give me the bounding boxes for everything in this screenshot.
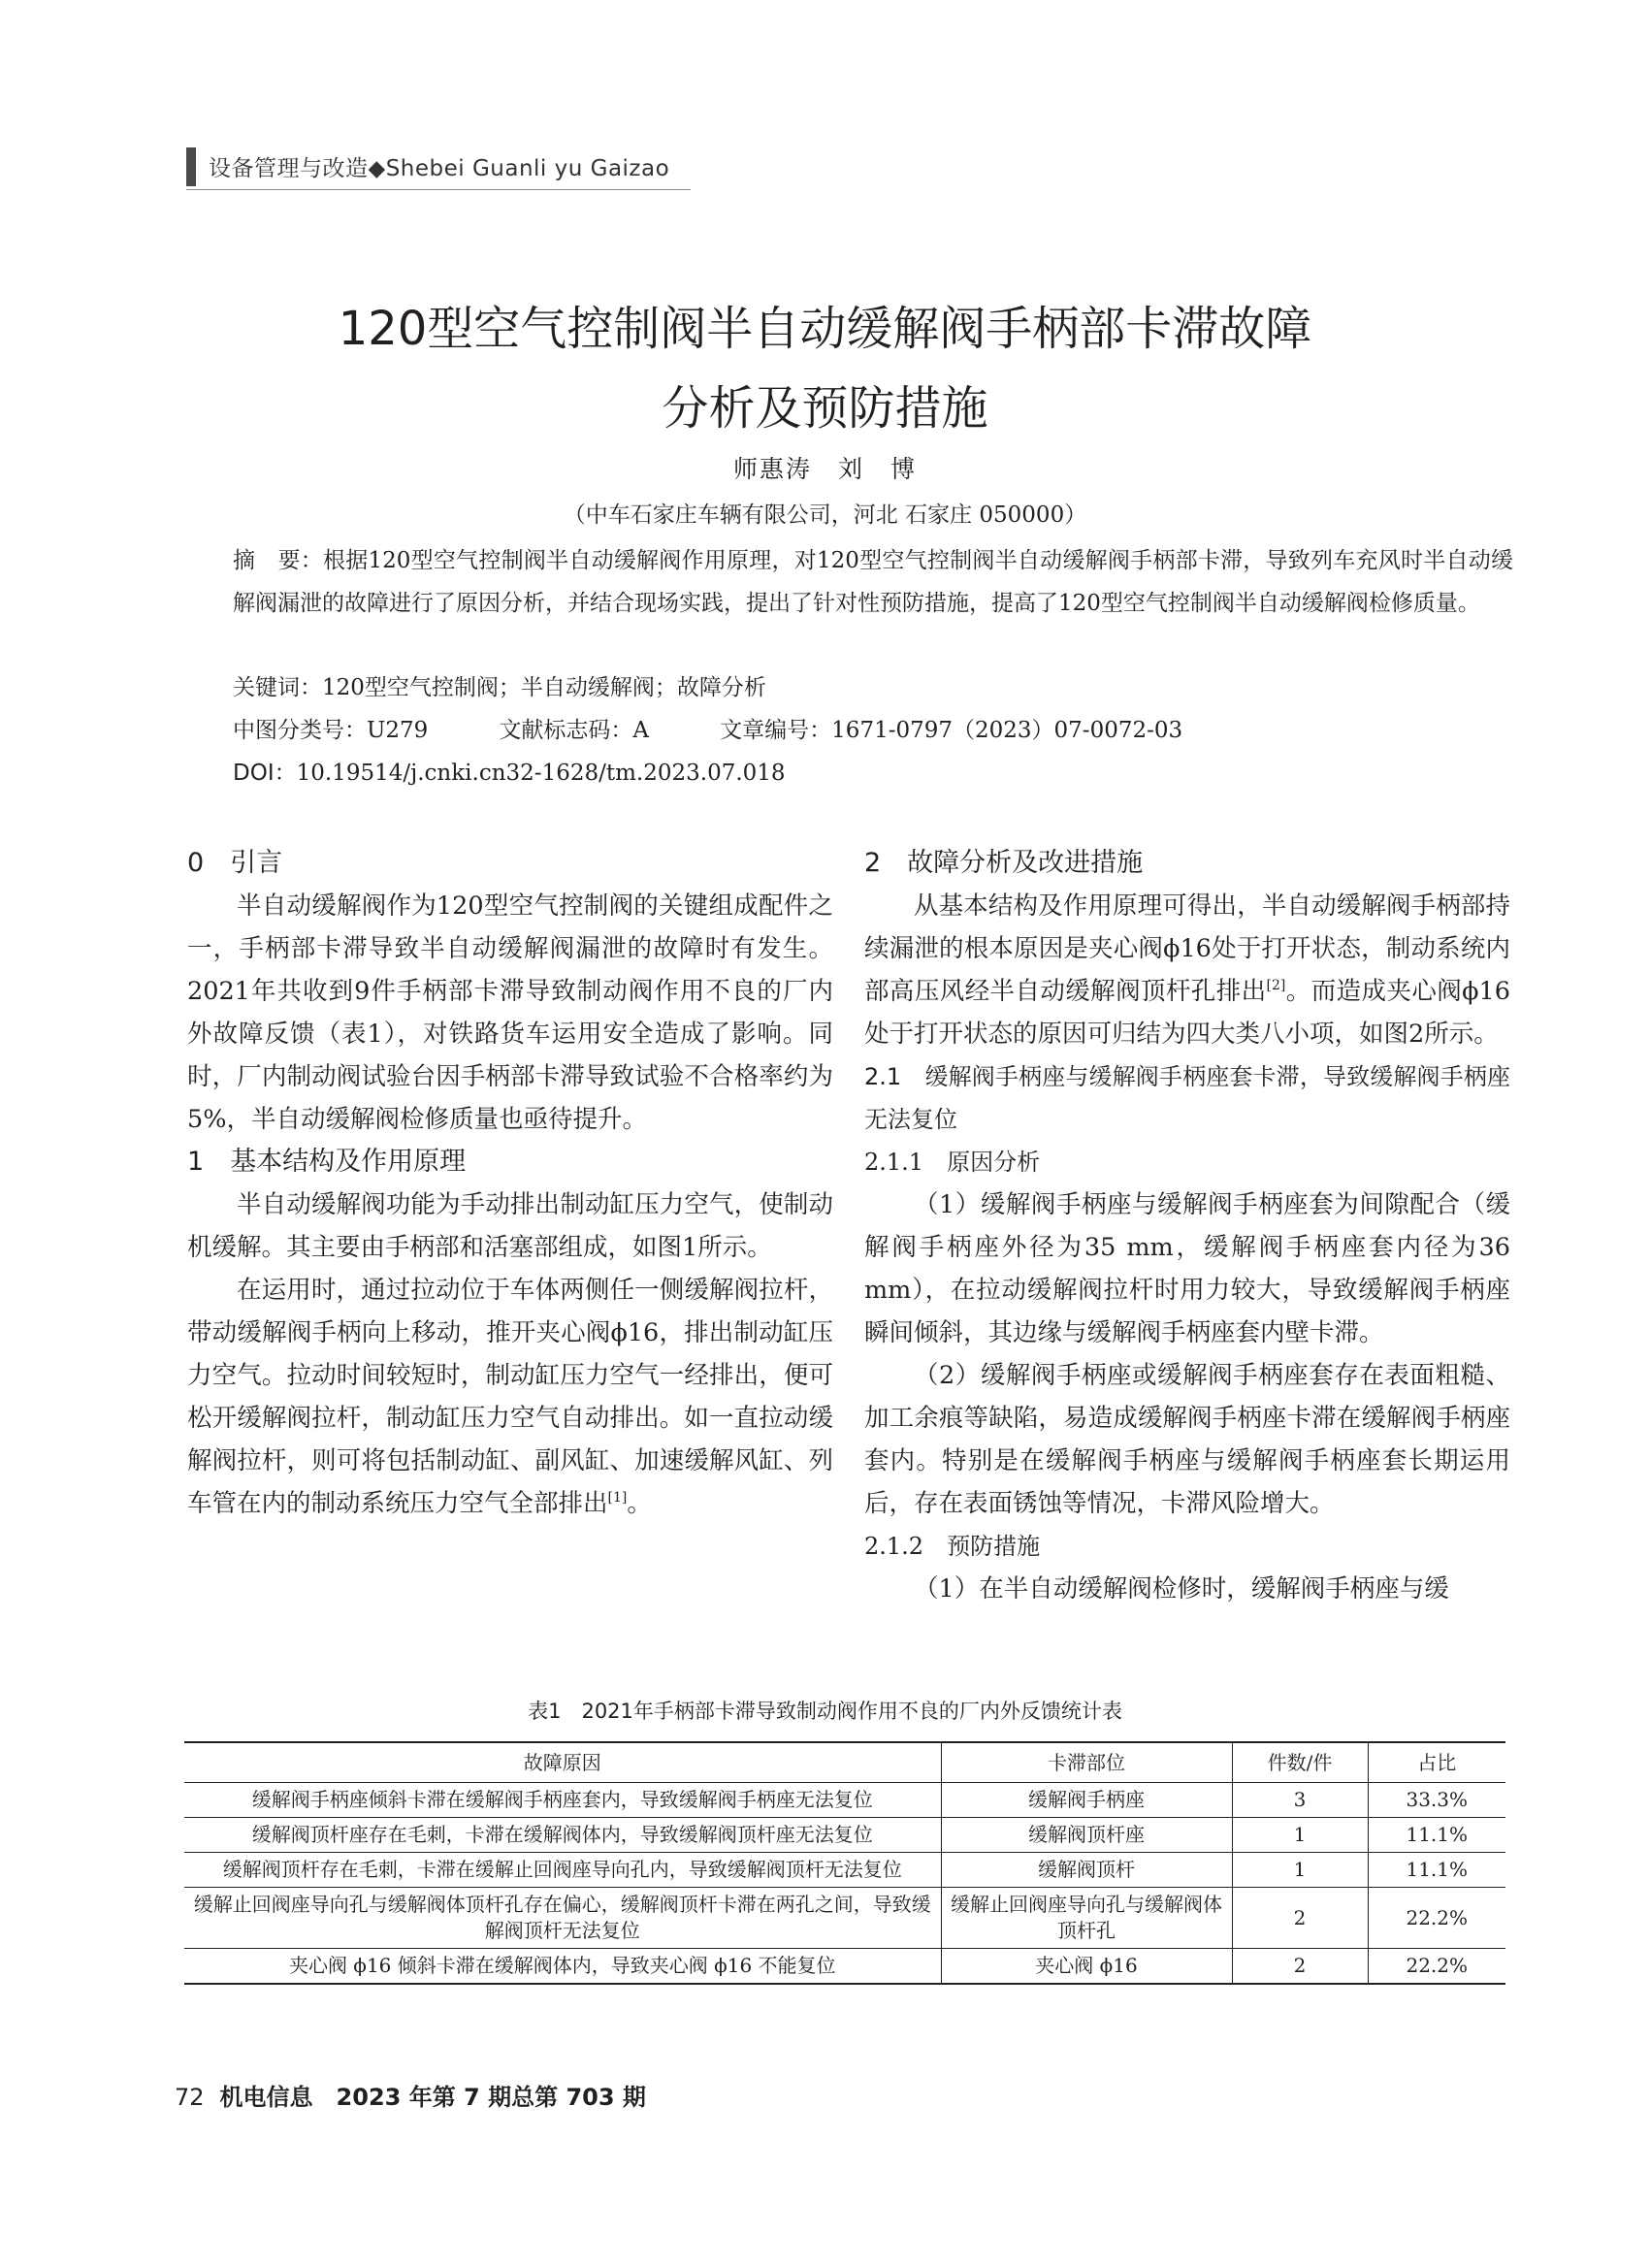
header-bar	[186, 147, 196, 186]
section-2-1-1-heading: 2.1.1 原因分析	[864, 1149, 1041, 1176]
page-footer	[175, 2078, 646, 2112]
article-number-value: 1671-0797（2023）07-0072-03	[831, 718, 1183, 743]
table-row	[184, 1783, 1505, 1818]
cell-count: 1	[1232, 1818, 1368, 1853]
cell-ratio: 11.1%	[1368, 1853, 1505, 1888]
section-1-paragraph-2-end: 。	[627, 1489, 652, 1518]
authors: 师惠涛 刘 博	[732, 455, 917, 483]
left-column	[187, 842, 833, 1525]
table-caption: 表1 2021年手柄部卡滞导致制动阀作用不良的厂内外反馈统计表	[528, 1700, 1122, 1723]
keywords	[233, 666, 1513, 709]
section-2-1-heading: 2.1 缓解阀手柄座与缓解阀手柄座套卡滞，导致缓解阀手柄座无法复位	[864, 1063, 1510, 1133]
right-column	[864, 842, 1510, 1610]
table-row	[184, 1949, 1505, 1985]
paper-title-line-1: 120型空气控制阀半自动缓解阀手柄部卡滞故障	[338, 302, 1312, 356]
cell-count: 1	[1232, 1853, 1368, 1888]
page-number: 72	[175, 2084, 205, 2111]
cell-cause: 缓解止回阀座导向孔与缓解阀体顶杆孔存在偏心，缓解阀顶杆卡滞在两孔之间，导致缓解阀顶杆无法复位	[184, 1888, 941, 1949]
section-2-heading: 2 故障分析及改进措施	[864, 848, 1144, 878]
abstract	[233, 539, 1513, 625]
section-1-heading: 1 基本结构及作用原理	[187, 1147, 467, 1177]
section-2-1-2-heading: 2.1.2 预防措施	[864, 1533, 1041, 1560]
section-2-1-1-paragraph-2: （2）缓解阀手柄座或缓解阀手柄座套存在表面粗糙、加工余痕等缺陷，易造成缓解阀手柄座卡滞在缓解阀手柄座套内。特别是在缓解阀手柄座与缓解阀手柄座套长期运用后，存在表面锈蚀等情况，卡滞风险增大。	[864, 1361, 1510, 1518]
table-row	[184, 1853, 1505, 1888]
section-0-paragraph: 半自动缓解阀作为120型空气控制阀的关键组成配件之一，手柄部卡滞导致半自动缓解阀漏泄的故障时有发生。2021年共收到9件手柄部卡滞导致制动阀作用不良的厂内外故障反馈（表1），对铁路货车运用安全造成了影响。同时，厂内制动阀试验台因手柄部卡滞导致试验不合格率约为5%，半自动缓解阀检修质量也亟待提升。	[187, 891, 833, 1134]
cell-cause: 缓解阀顶杆存在毛刺，卡滞在缓解止回阀座导向孔内，导致缓解阀顶杆无法复位	[184, 1853, 941, 1888]
section-0-heading: 0 引言	[187, 848, 283, 878]
cell-location: 缓解止回阀座导向孔与缓解阀体顶杆孔	[941, 1888, 1232, 1949]
cell-ratio: 22.2%	[1368, 1888, 1505, 1949]
classification-line	[233, 709, 1513, 752]
doi-label: DOI：	[233, 761, 297, 786]
section-2-paragraph-text: 从基本结构及作用原理可得出，半自动缓解阀手柄部持续漏泄的根本原因是夹心阀ϕ16处于打开状态，制动系统内部高压风经半自动缓解阀顶杆孔排出	[864, 891, 1510, 1006]
abstract-text: 根据120型空气控制阀半自动缓解阀作用原理，对120型空气控制阀半自动缓解阀手柄部卡滞，导致列车充风时半自动缓解阀漏泄的故障进行了原因分析，并结合现场实践，提出了针对性预防措施，提高了120型空气控制阀半自动缓解阀检修质量。	[233, 548, 1513, 616]
header-ratio: 占比	[1368, 1742, 1505, 1783]
paper-title-line-2: 分析及预防措施	[662, 381, 988, 436]
table-header-row	[184, 1742, 1505, 1783]
cell-count: 2	[1232, 1888, 1368, 1949]
citation-2: [2]	[1266, 978, 1286, 993]
cell-ratio: 33.3%	[1368, 1783, 1505, 1818]
header-count: 件数/件	[1232, 1742, 1368, 1783]
clc-label: 中图分类号：	[233, 718, 367, 743]
cell-cause: 缓解阀手柄座倾斜卡滞在缓解阀手柄座套内，导致缓解阀手柄座无法复位	[184, 1783, 941, 1818]
section-2-1-1-paragraph-1: （1）缓解阀手柄座与缓解阀手柄座套为间隙配合（缓解阀手柄座外径为35 mm，缓解阀手柄座套内径为36 mm），在拉动缓解阀拉杆时用力较大，导致缓解阀手柄座瞬间倾斜，其边缘与缓解阀手柄座套内壁卡滞。	[864, 1190, 1510, 1347]
cell-ratio: 22.2%	[1368, 1949, 1505, 1985]
section-2-1-2-paragraph-1: （1）在半自动缓解阀检修时，缓解阀手柄座与缓	[914, 1574, 1449, 1604]
cell-location: 缓解阀顶杆座	[941, 1818, 1232, 1853]
running-header: 设备管理与改造◆Shebei Guanli yu Gaizao	[209, 156, 670, 181]
cell-count: 2	[1232, 1949, 1368, 1985]
cell-cause: 夹心阀 ϕ16 倾斜卡滞在缓解阀体内，导致夹心阀 ϕ16 不能复位	[184, 1949, 941, 1985]
cell-location: 夹心阀 ϕ16	[941, 1949, 1232, 1985]
abstract-label: 摘 要：	[233, 548, 323, 573]
cell-count: 3	[1232, 1783, 1368, 1818]
citation-1: [1]	[607, 1490, 628, 1506]
article-number-label: 文章编号：	[720, 718, 832, 743]
section-1-paragraph-1: 半自动缓解阀功能为手动排出制动缸压力空气，使制动机缓解。其主要由手柄部和活塞部组成，如图1所示。	[187, 1190, 833, 1262]
affiliation: （中车石家庄车辆有限公司，河北 石家庄 050000）	[563, 502, 1087, 528]
doi-value: 10.19514/j.cnki.cn32-1628/tm.2023.07.018	[296, 761, 786, 786]
doc-code-label: 文献标志码：	[499, 718, 633, 743]
section-1-paragraph-2-text: 在运用时，通过拉动位于车体两侧任一侧缓解阀拉杆，带动缓解阀手柄向上移动，推开夹心阀ϕ16，排出制动缸压力空气。拉动时间较短时，制动缸压力空气一经排出，便可松开缓解阀拉杆，制动缸压力空气自动排出。如一直拉动缓解阀拉杆，则可将包括制动缸、副风缸、加速缓解风缸、列车管在内的制动系统压力空气全部排出	[187, 1276, 833, 1518]
table-row	[184, 1888, 1505, 1949]
cell-location: 缓解阀顶杆	[941, 1853, 1232, 1888]
fault-statistics-table	[184, 1741, 1505, 1985]
doc-code-value: A	[632, 718, 650, 743]
clc-value: U279	[367, 718, 429, 743]
cell-ratio: 11.1%	[1368, 1818, 1505, 1853]
section-2-paragraph	[864, 885, 1510, 1055]
section-1-paragraph-2	[187, 1269, 833, 1525]
header-stuck-location: 卡滞部位	[941, 1742, 1232, 1783]
section-2-paragraph-end: 。而造成夹心阀ϕ16处于打开状态的原因可归结为四大类八小项，如图2所示。	[864, 977, 1510, 1049]
header-rule	[186, 189, 691, 190]
cell-location: 缓解阀手柄座	[941, 1783, 1232, 1818]
header-fault-cause: 故障原因	[184, 1742, 941, 1783]
keywords-text: 120型空气控制阀；半自动缓解阀；故障分析	[322, 675, 766, 700]
journal-issue: 机电信息 2023 年第 7 期总第 703 期	[219, 2084, 646, 2111]
cell-cause: 缓解阀顶杆座存在毛刺，卡滞在缓解阀体内，导致缓解阀顶杆座无法复位	[184, 1818, 941, 1853]
table-row	[184, 1818, 1505, 1853]
keywords-label: 关键词：	[233, 675, 322, 700]
doi	[233, 752, 1513, 794]
